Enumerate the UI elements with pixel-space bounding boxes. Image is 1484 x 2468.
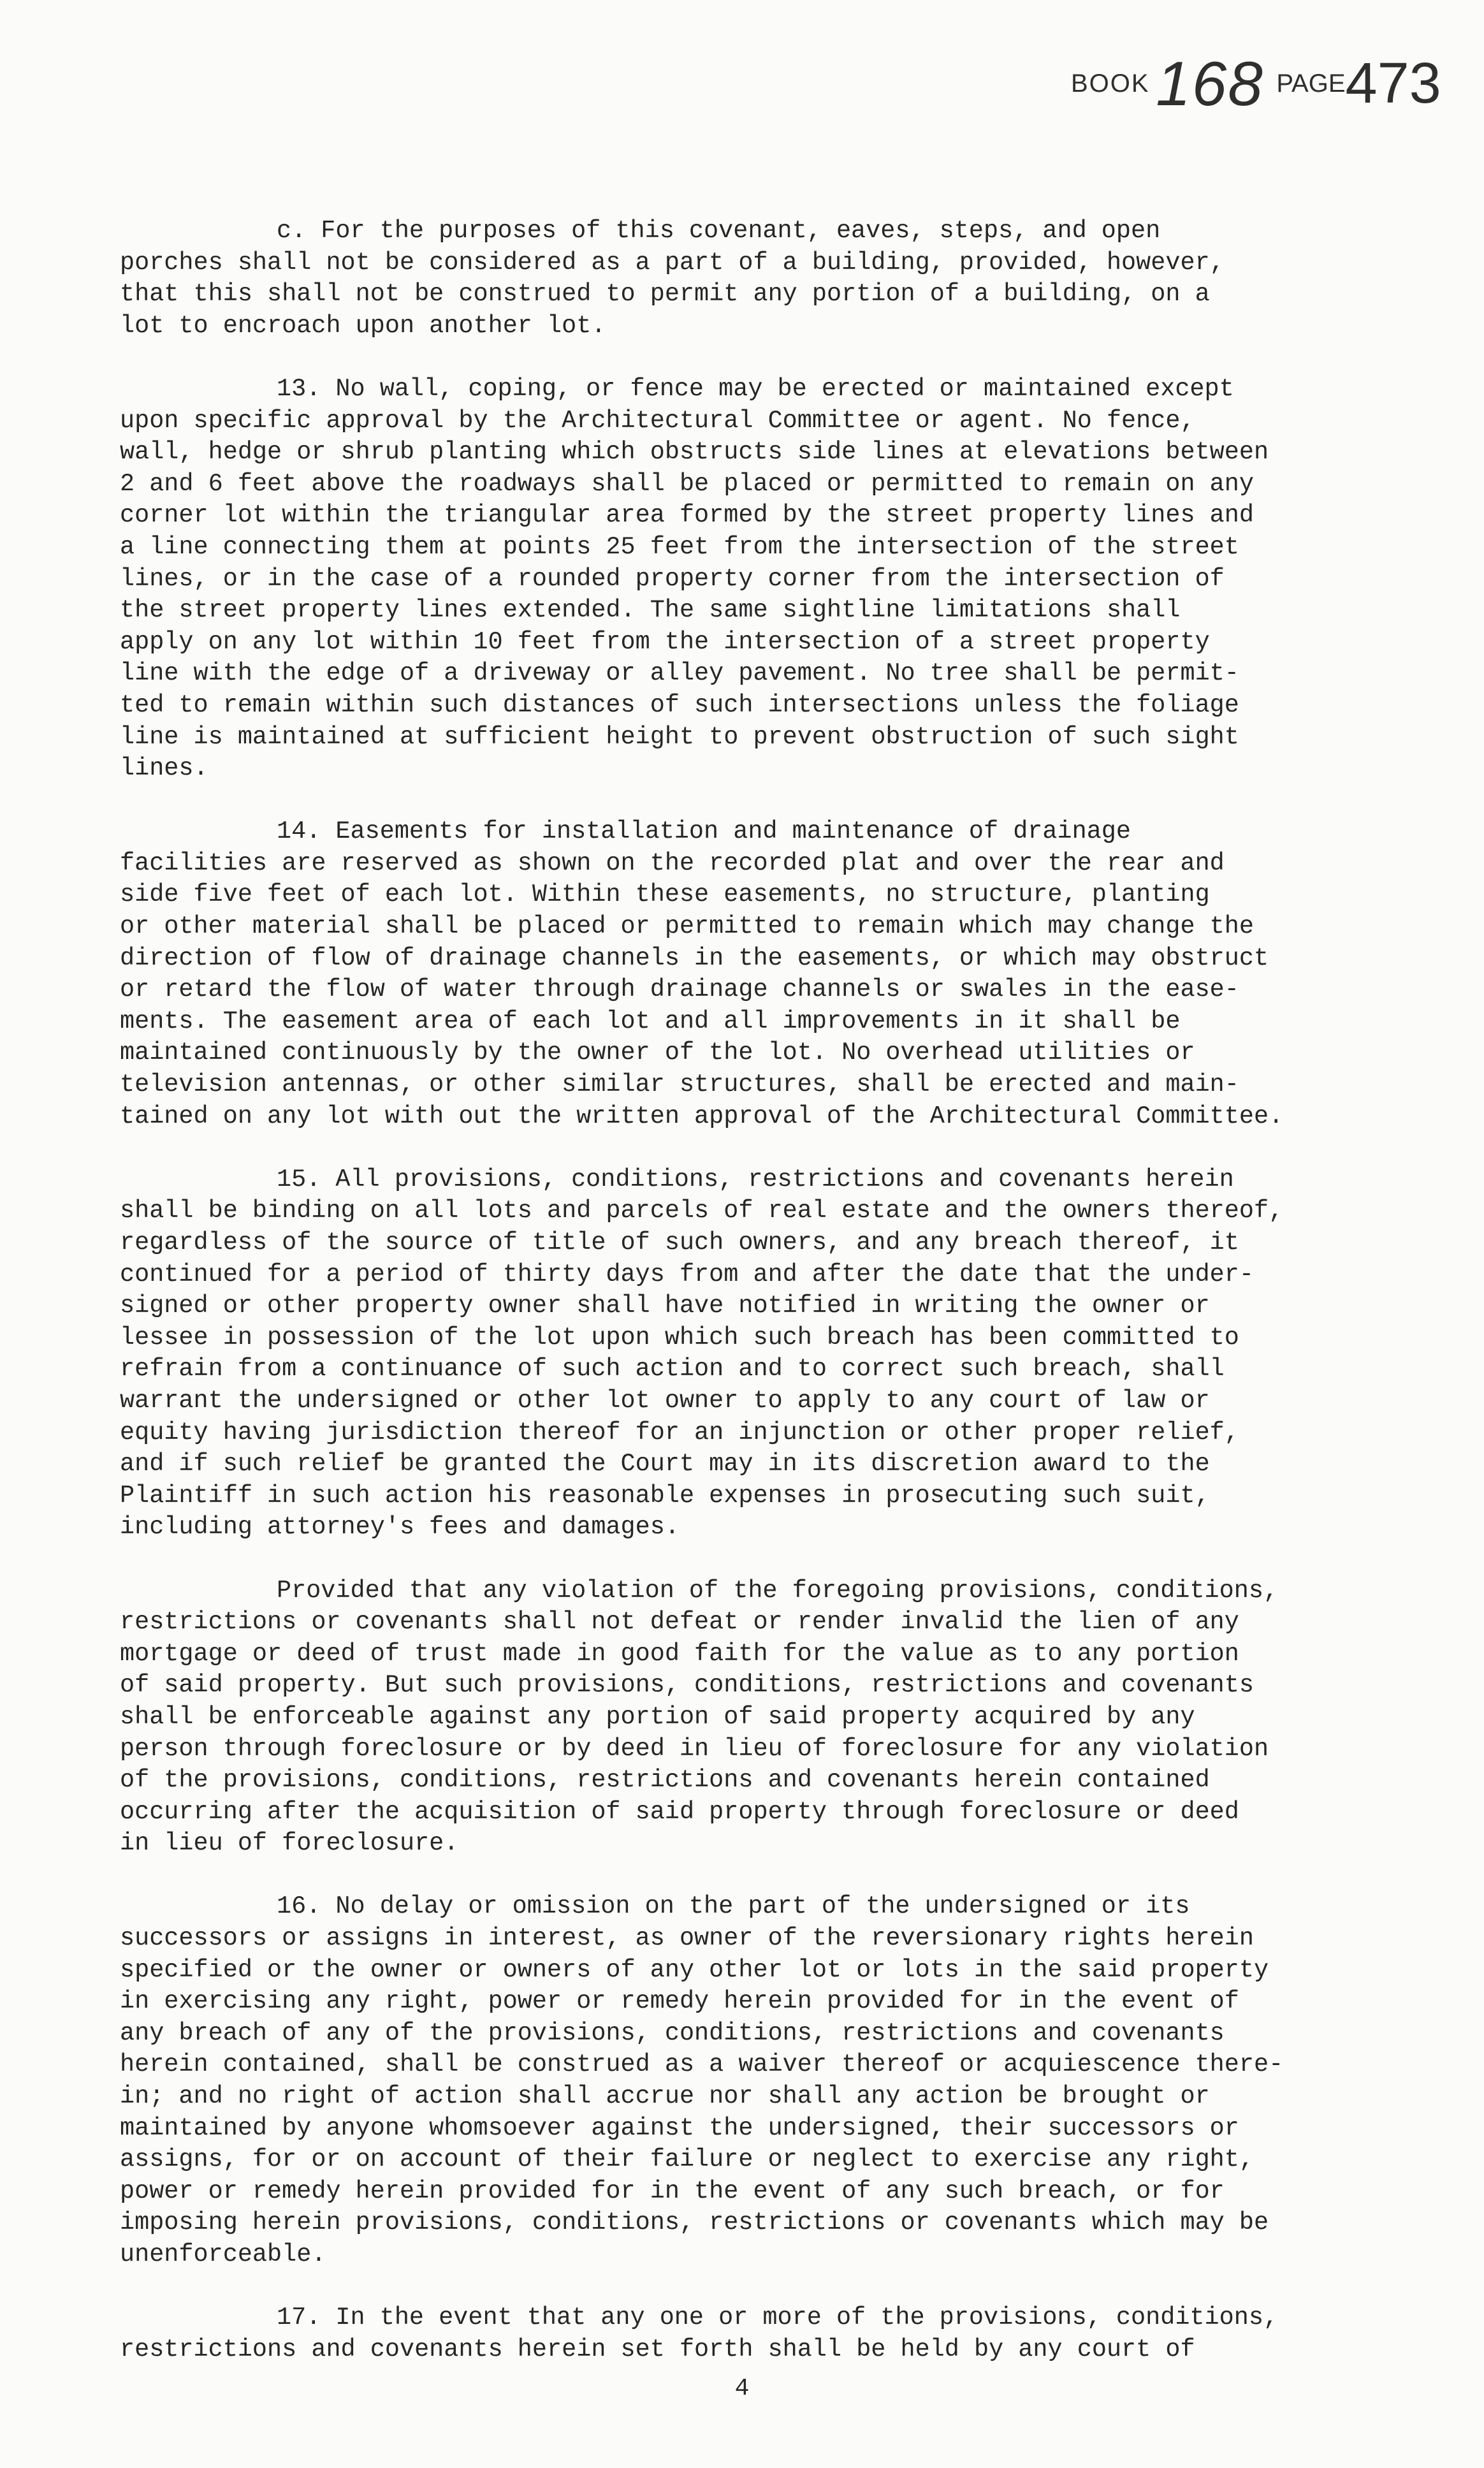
paragraph-12c: c. For the purposes of this covenant, eaves, steps, and open porches shall not be considered as a part of a building, provided, however, that this shall not be construed to permit any portion of a building, on a lot to encroach upon another lot. xyxy=(120,217,1225,340)
paragraph-16: 16. No delay or omission on the part of the undersigned or its successors or assigns in interest, as owner of the reversionary rights herein specified or the owner or owners of any other lot or lots in the said property in exercising any right, power or remedy herein provided for in the event of any breach of any of the provisions, conditions, restrictions and covenants herein contained, shall be construed as a waiver thereof or acquiescence there- in; and no right of action shall accrue nor shall any action be brought or maintained by anyone whomsoever against the undersigned, their successors or assigns, for or on account of their failure or neglect to exercise any right, power or remedy herein provided for in the event of any such breach, or for imposing herein provisions, conditions, restrictions or covenants which may be unenforceable. xyxy=(120,1892,1284,2268)
paragraph-14: 14. Easements for installation and maintenance of drainage facilities are reserved as shown on the recorded plat and over the rear and side five feet of each lot. Within these easements, no structure, planting or other material shall be placed or permitted to remain which may change the direction of flow of drainage channels in the easements, or which may obstruct or retard the flow of water through drainage channels or swales in the ease- ments. The easement area of each lot and all improvements in it shall be maintained continuously by the owner of the lot. No overhead utilities or television antennas, or other similar structures, shall be erected and main- tained on any lot with out the written approval of the Architectural Committee. xyxy=(120,817,1284,1130)
paragraph-15: 15. All provisions, conditions, restrictions and covenants herein shall be binding on all lots and parcels of real estate and the owners thereof, regardless of the source of title of such owners, and any breach thereof, it continued for a period of thirty days from and after the date that the under- signed or other property owner shall have notified in writing the owner or lessee in possession of the lot upon which such breach has been committed to refrain from a continuance of such action and to correct such breach, shall warrant the undersigned or other lot owner to apply to any court of law or equity having jurisdiction thereof for an injunction or other proper relief, and if such relief be granted the Court may in its discretion award to the Plaintiff in such action his reasonable expenses in prosecuting such suit, including attorney's fees and damages. xyxy=(120,1165,1284,1542)
paragraph-17: 17. In the event that any one or more of the provisions, conditions, restrictions and covenants herein set forth shall be held by any court of xyxy=(120,2304,1279,2363)
page-label: PAGE xyxy=(1276,69,1346,98)
book-page-stamp xyxy=(1071,48,1441,120)
page-reference: 473 xyxy=(1345,52,1441,115)
paragraph-13: 13. No wall, coping, or fence may be erected or maintained except upon specific approval by the Architectural Committee or agent. No fence, wall, hedge or shrub planting which obstructs side lines at elevations between 2 and 6 feet above the roadways shall be placed or permitted to remain on any corner lot within the triangular area formed by the street property lines and a line connecting them at points 25 feet from the intersection of the street lines, or in the case of a rounded property corner from the intersection of the street property lines extended. The same sightline limitations shall apply on any lot within 10 feet from the intersection of a street property line with the edge of a driveway or alley pavement. No tree shall be permit- ted to remain within such distances of such intersections unless the foliage line is maintained at sufficient height to prevent obstruction of such sight lines. xyxy=(120,374,1269,783)
paragraph-15-proviso: Provided that any violation of the foregoing provisions, conditions, restrictions or covenants shall not defeat or render invalid the lien of any mortgage or deed of trust made in good faith for the value as to any portion of said property. But such provisions, conditions, restrictions and covenants shall be enforceable against any portion of said property acquired by any person through foreclosure or by deed in lieu of foreclosure for any violation of the provisions, conditions, restrictions and covenants herein contained occurring after the acquisition of said property through foreclosure or deed in lieu of foreclosure. xyxy=(120,1576,1279,1858)
document-body xyxy=(120,215,1395,2397)
page-number: 4 xyxy=(734,2375,750,2402)
book-number: 168 xyxy=(1156,48,1264,119)
book-label: BOOK xyxy=(1071,69,1150,98)
